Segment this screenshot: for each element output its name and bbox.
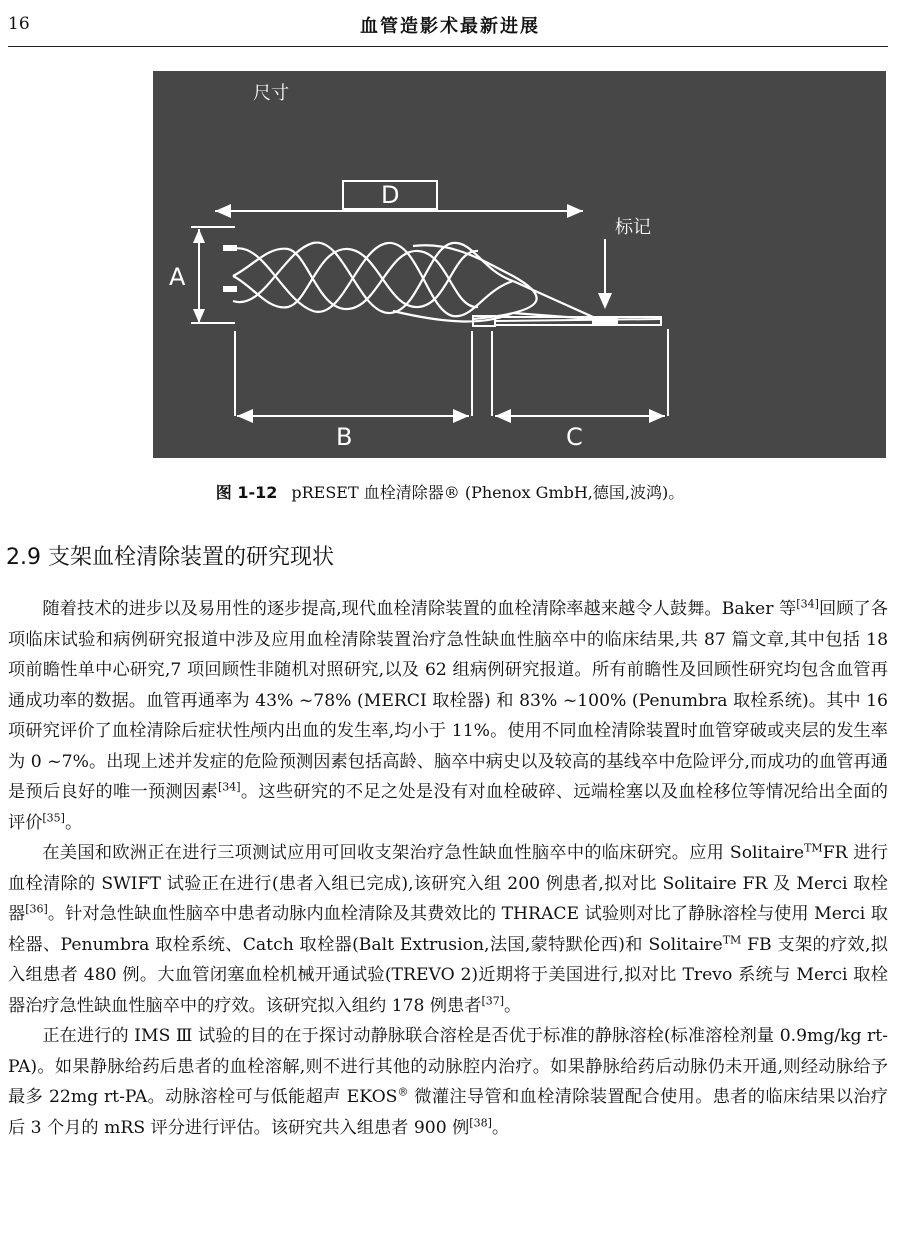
text-run: FB 支架的疗效,拟入组患者 480 例。大血管闭塞血栓机械开通试验(TREVO 2)近期将于美国进行,拟对比 Trevo 系统与 Merci 取栓器治疗急性缺血性脑卒中的疗效。该研究拟入组约 178 例患者 (8, 934, 888, 1016)
citation: [34] (217, 780, 241, 794)
text-run: 在美国和欧洲正在进行三项测试应用可回收支架治疗急性缺血性脑卒中的临床研究。应用 Solitaire (42, 843, 805, 863)
paragraph (8, 838, 888, 1021)
marker-band (593, 317, 617, 325)
stent-retriever-diagram (153, 71, 886, 458)
running-title: 血管造影术最新进展 (360, 16, 540, 37)
trademark: TM (804, 841, 823, 855)
figure-label-c: C (566, 423, 583, 451)
text-run: 。这些研究的不足之处是没有对血栓破碎、远端栓塞以及血栓移位等情况给出全面的评价 (8, 782, 888, 833)
text-run: 正在进行的 IMS Ⅲ 试验的目的在于探讨动静脉联合溶栓是否优于标准的静脉溶栓(标准溶栓剂量 0.9mg/kg rt-PA)。如果静脉给药后患者的血栓溶解,则不进行其他的动脉腔内治疗。如果静脉给药后动脉仍未开通,则经动脉给予最多 22mg rt-PA。动脉溶栓可与低能超声 EKOS (8, 1026, 888, 1107)
text-run: 回顾了各项临床试验和病例研究报道中涉及应用血栓清除装置治疗急性缺血性脑卒中的临床结果,共 87 篇文章,其中包括 18 项前瞻性单中心研究,7 项回顾性非随机对照研究,以及 62 组病例研究报道。所有前瞻性及回顾性研究均包含血管再通成功率的数据。血管再通率为 43% ~78% (MERCI 取栓器) 和 83% ~100% (Penumbra 取栓系统)。其中 16 项研究评价了血栓清除后症状性颅内出血的发生率,均小于 11%。使用不同血栓清除装置时血管穿破或夹层的发生率为 0 ~7%。出现上述并发症的危险预测因素包括高龄、脑卒中病史以及较高的基线卒中危险评分,而成功的血管再通是预后良好的唯一预测因素 (8, 599, 888, 802)
paragraph (8, 594, 888, 838)
header-rule (8, 46, 888, 47)
citation: [35] (42, 810, 65, 824)
registered-mark: ® (397, 1085, 409, 1099)
figure-label-marker: 标记 (615, 217, 651, 238)
page-header (0, 0, 900, 48)
stent-mesh (223, 243, 593, 322)
figure-label-a: A (169, 263, 186, 291)
text-run: 微灌注导管和血栓清除装置配合使用。患者的临床结果以治疗后 3 个月的 mRS 评分进行评估。该研究共入组患者 900 例 (8, 1087, 888, 1138)
section-heading: 2.9 支架血栓清除装置的研究现状 (6, 545, 334, 570)
page-number: 16 (8, 14, 30, 34)
text-run: 。针对急性缺血性脑卒中患者动脉内血栓清除及其费效比的 THRACE 试验则对比了静脉溶栓与使用 Merci 取栓器、Penumbra 取栓系统、Catch 取栓器(Balt Extrusion,法国,蒙特默伦西)和 Solitaire (8, 904, 888, 955)
citation: [34] (796, 597, 819, 611)
figure-caption-text: pRESET 血栓清除器® (Phenox GmbH,德国,波鸿)。 (291, 483, 685, 502)
figure-label-size: 尺寸 (253, 83, 289, 104)
figure-label-b: B (336, 423, 353, 451)
delivery-wire (495, 319, 661, 321)
trademark: TM (722, 932, 742, 946)
figure-number: 图 1-12 (215, 483, 278, 502)
citation: [37] (481, 993, 505, 1007)
figure-label-d: D (381, 181, 400, 209)
figure-image (153, 71, 886, 458)
text-run: 随着技术的进步以及易用性的逐步提高,现代血栓清除装置的血栓清除率越来越令人鼓舞。Baker 等 (42, 599, 797, 619)
citation: [38] (469, 1115, 492, 1129)
text-run: 。 (64, 812, 83, 833)
text-run: 。 (491, 1117, 510, 1138)
citation: [36] (25, 902, 48, 916)
paragraph (8, 1021, 888, 1143)
figure-caption (0, 480, 900, 503)
text-run: FR 进行血栓清除的 SWIFT 试验正在进行(患者入组已完成),该研究入组 200 例患者,拟对比 Solitaire FR 及 Merci 取栓器 (8, 843, 888, 924)
body-text (8, 594, 888, 1143)
text-run: 。 (504, 995, 522, 1016)
